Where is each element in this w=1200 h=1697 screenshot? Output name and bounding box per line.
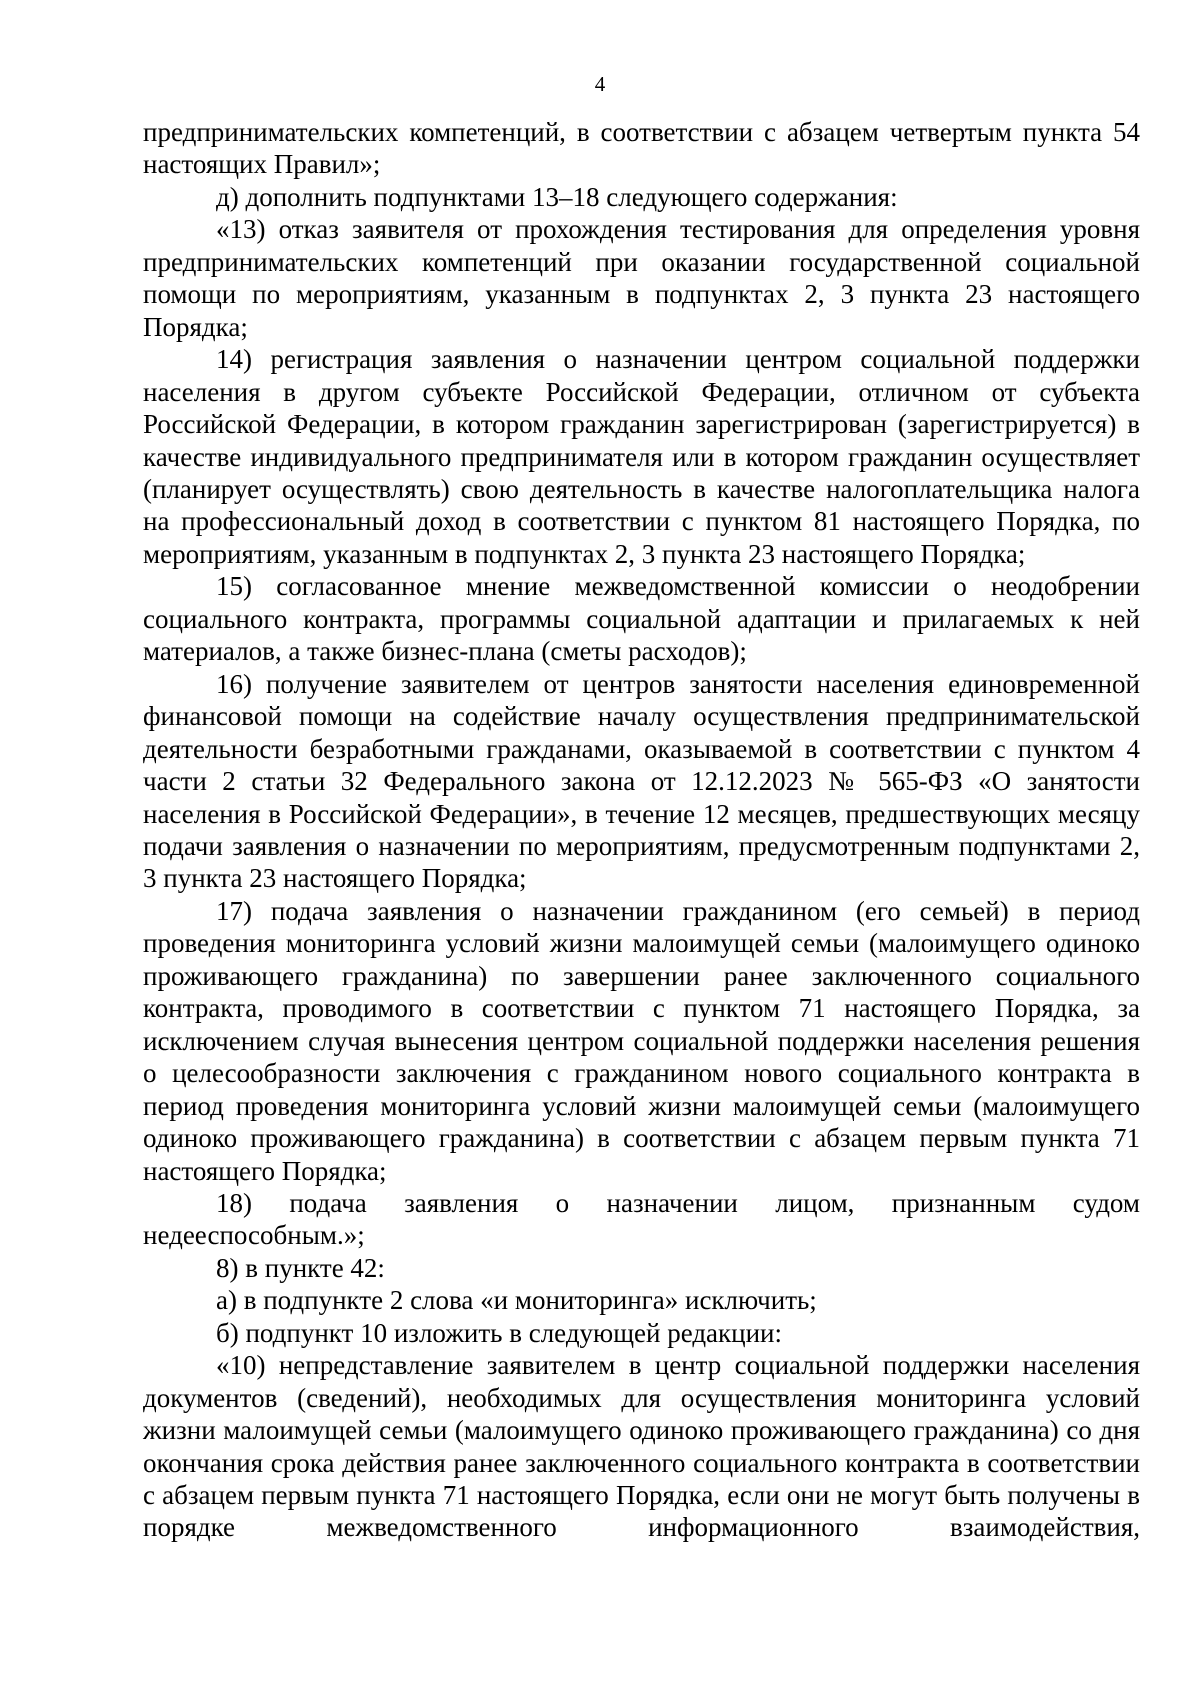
paragraph-subitem-b: б) подпункт 10 изложить в следующей редакции: xyxy=(216,1317,783,1348)
paragraph-item-13: «13) отказ заявителя от прохождения тестирования для определения уровня предпринимательских компетенций при оказании государственной социальной помощи по мероприятиям, указанным в подпунктах 2, 3 пункта 23 настоящего Порядка; xyxy=(143,214,1140,342)
paragraph-subitem-d: д) дополнить подпунктами 13–18 следующего содержания: xyxy=(216,181,898,212)
paragraph-point-8: 8) в пункте 42: xyxy=(216,1252,385,1283)
paragraph-item-10: «10) непредставление заявителем в центр социальной поддержки населения документов (сведений), необходимых для осуществления мониторинга условий жизни малоимущей семьи (малоимущего одиноко проживающего гражданина) со дня окончания срока действия ранее заключенного социального контракта в соответствии с абзацем первым пункта 71 настоящего Порядка, если они не могут быть получены в порядке межведомственного информационного взаимодействия, xyxy=(143,1350,1140,1543)
paragraph-item-16: 16) получение заявителем от центров занятости населения единовременной финансовой помощи на содействие началу осуществления предпринимательской деятельности безработными гражданами, оказываемой в соответствии с пунктом 4 части 2 статьи 32 Федерального закона от 12.12.2023 № 565-ФЗ «О занятости населения в Российской Федерации», в течение 12 месяцев, предшествующих месяцу подачи заявления о назначении по мероприятиям, предусмотренным подпунктами 2, 3 пункта 23 настоящего Порядка; xyxy=(143,668,1140,894)
paragraph-item-18: 18) подача заявления о назначении лицом, признанным судом недееспособным.»; xyxy=(143,1187,1140,1251)
paragraph-continuation: предпринимательских компетенций, в соответствии с абзацем четвертым пункта 54 настоящих Правил»; xyxy=(143,117,1140,180)
paragraph-item-17: 17) подача заявления о назначении гражданином (его семьей) в период проведения мониторинга условий жизни малоимущей семьи (малоимущего одиноко проживающего гражданина) по завершении ранее заключенного социального контракта, проводимого в соответствии с пунктом 71 настоящего Порядка, за исключением случая вынесения центром социальной поддержки населения решения о целесообразности заключения с гражданином нового социального контракта в период проведения мониторинга условий жизни малоимущей семьи (малоимущего одиноко проживающего гражданина) в соответствии с абзацем первым пункта 71 настоящего Порядка; xyxy=(143,895,1140,1186)
page-number: 4 xyxy=(594,72,606,96)
paragraph-item-15: 15) согласованное мнение межведомственной комиссии о неодобрении социального контракта, программы социальной адаптации и прилагаемых к ней материалов, а также бизнес-плана (сметы расходов); xyxy=(143,571,1140,667)
paragraph-subitem-a: а) в подпункте 2 слова «и мониторинга» исключить; xyxy=(216,1285,817,1316)
document-body xyxy=(143,116,1140,1544)
paragraph-item-14: 14) регистрация заявления о назначении центром социальной поддержки населения в другом субъекте Российской Федерации, отличном от субъекта Российской Федерации, в котором гражданин зарегистрирован (зарегистрируется) в качестве индивидуального предпринимателя или в котором гражданин осуществляет (планирует осуществлять) свою деятельность в качестве налогоплательщика налога на профессиональный доход в соответствии с пунктом 81 настоящего Порядка, по мероприятиям, указанным в подпунктах 2, 3 пункта 23 настоящего Порядка; xyxy=(143,344,1140,569)
